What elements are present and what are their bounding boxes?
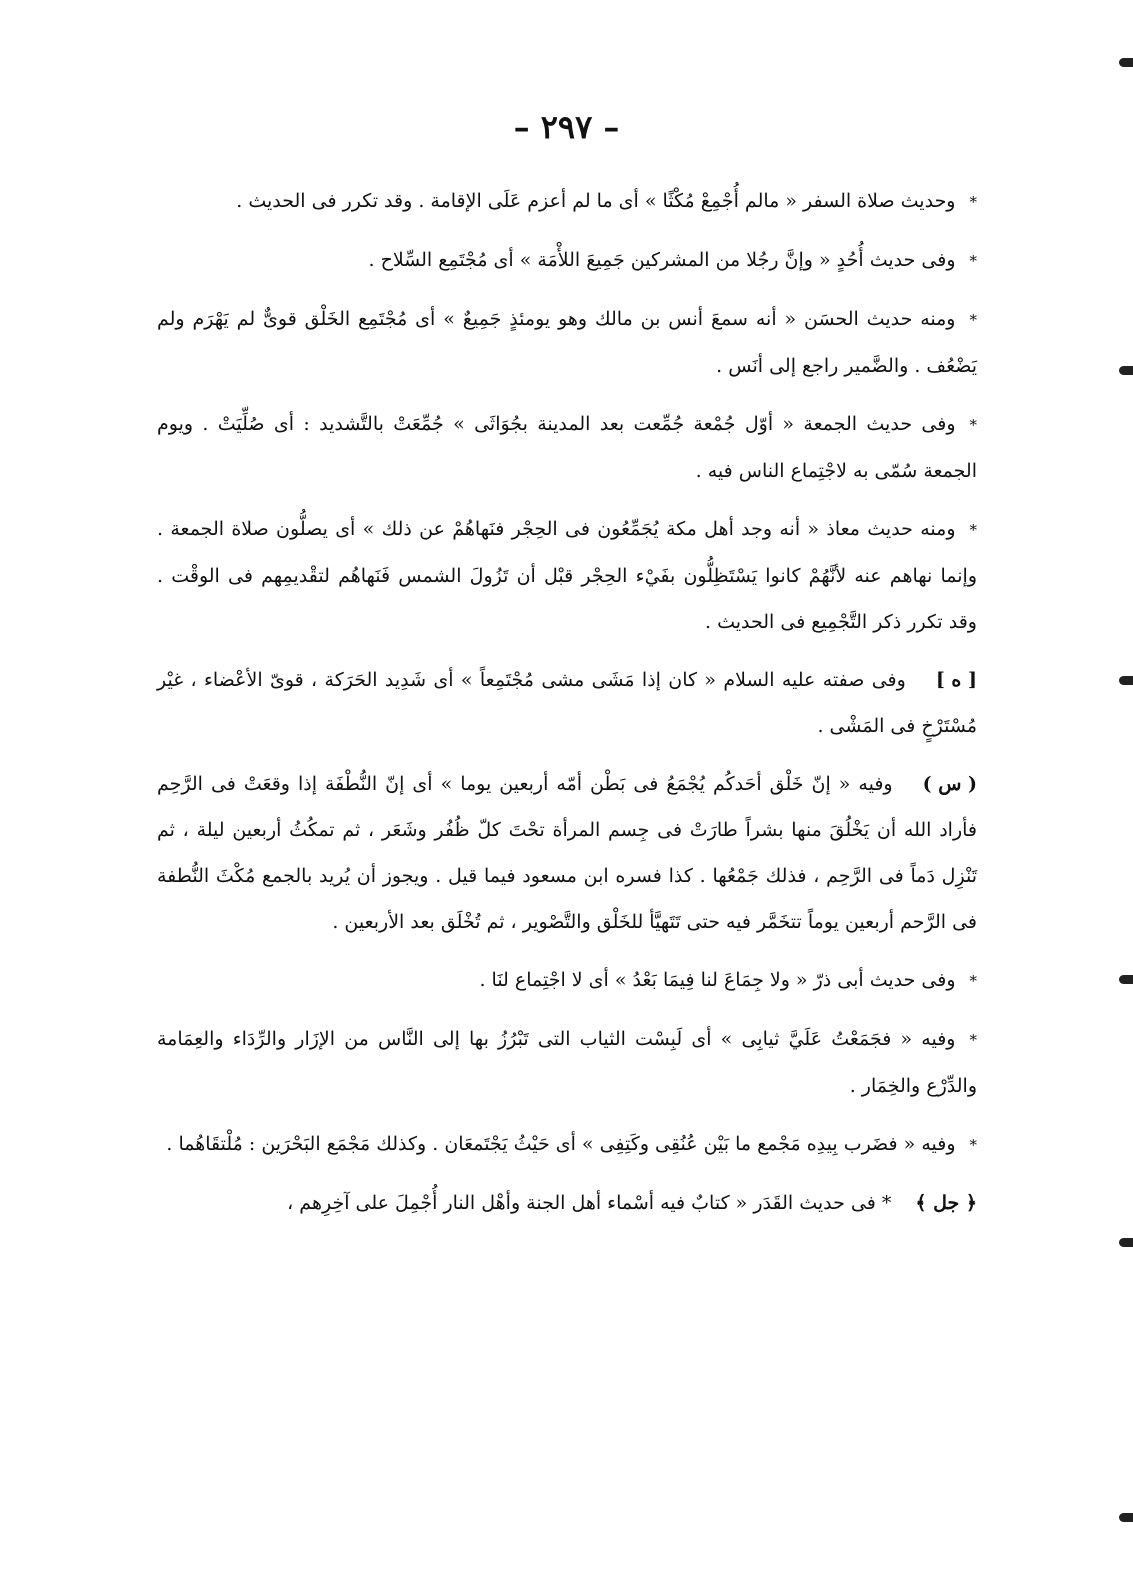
paragraph-text: وفيه « إنّ خَلْق أحَدكُم يُجْمَعُ فى بَطْن أمّه أربعين يوما » أى إنّ النُّطْفَة إذا وقعَتْ فى الرَّحِم فأراد الله أن يَخْلُقَ منها بشراً طارَتْ فى جِسم المرأة تحْتَ كلّ ظُفُر وشَعَر ، ثم تمكُثُ أربعين ليلة ، ثم تَنْزِل دَماً فى الرَّحِم ، فذلك جَمْعُها . كذا فسره ابن مسعود فيما قيل . ويجوز أن يُريد بالجمع مُكْثَ النُّطفة فى الرَّحم أربعين يوماً تتخَمَّر فيه حتى تَتَهيَّأ للخَلْق والتَّصْوير ، ثم تُخْلَق بعد الأربعين . (157, 773, 977, 933)
paragraph (157, 1121, 977, 1168)
scan-edge-mark (1119, 1513, 1133, 1522)
star-marker: * (969, 416, 977, 434)
paragraph (157, 401, 977, 494)
paragraph-text: ومنه حديث الحسَن « أنه سمعَ أنس بن مالك وهو يومئذٍ جَمِيعٌ » أى مُجْتَمِع الخَلْق قوىٌّ لم يَهْرَم ولم يَضْعُف . والضَّمير راجع إلى أنَس . (157, 308, 977, 377)
star-marker: * (969, 972, 977, 990)
scan-edge-mark (1119, 366, 1133, 375)
scan-edge-mark (1119, 676, 1133, 685)
scan-edge-mark (1119, 58, 1133, 67)
paragraph (157, 296, 977, 389)
paragraph-text: وفى حديث الجمعة « أوّل جُمْعة جُمِّعت بعد المدينة بجُوَاثَى » جُمِّعَتْ بالتَّشديد : أى صُلِّيَتْ . ويوم الجمعة سُمّى به لاجْتِماع الناس فيه . (157, 413, 977, 482)
star-marker: * (969, 1031, 977, 1049)
paragraph (157, 1016, 977, 1109)
paragraph (157, 957, 977, 1004)
source-marker: [ ه ] (935, 669, 977, 691)
star-marker: * (969, 193, 977, 211)
paragraph (157, 178, 977, 225)
paragraph-text: وفى حديث أبى ذرّ « ولا جِمَاعَ لنا فِيمَا بَعْدُ » أى لا اجْتِماع لنَا . (479, 969, 956, 991)
root-heading: ﴿ جل ﴾ (915, 1192, 977, 1214)
star-marker: * (969, 521, 977, 539)
text-column (157, 178, 977, 1238)
paragraph-text: وفيه « فضَرب بِيدِه مَجْمع ما بَيْن عُنُقِى وكَتِفِى » أى حَيْثُ يَجْتَمعَان . وكذلك مَجْمَع البَحْرَين : مُلْتقَاهُما . (166, 1133, 956, 1155)
paragraph-text: وحديث صلاة السفر « مالم أُجْمِعْ مُكْثًا » أى ما لم أعزم عَلَى الإقامة . وقد تكرر فى الحديث . (236, 190, 956, 212)
scan-edge-mark (1119, 975, 1133, 984)
paragraph (157, 761, 977, 945)
paragraph-text: * فى حديث القَدَر « كتابٌ فيه أسْماء أهل الجنة وأهْل النار أُجْمِلَ على آخِرِهم ، (287, 1192, 892, 1214)
source-marker: ( س ) (922, 773, 977, 795)
paragraph-text: ومنه حديث معاذ « أنه وجد أهل مكة يُجَمِّعُون فى الحِجْر فنَهاهُمْ عن ذلك » أى يصلُّون صلاة الجمعة . وإنما نهاهم عنه لأنَّهُمْ كانوا يَسْتَظِلُّون بفَيْء الحِجْر قبْل أن تَزُولَ الشمس فَنَهاهُم لتقْديمِهم فى الوقْت . وقد تكرر ذكر التَّجْمِيع فى الحديث . (157, 518, 977, 633)
paragraph (157, 506, 977, 645)
paragraph (157, 657, 977, 749)
paragraph-text: وفى حديث أُحُدٍ « وإنَّ رجُلا من المشركين جَمِيعَ اللأْمَة » أى مُجْتَمِع السِّلاح . (368, 249, 956, 271)
paragraph (157, 237, 977, 284)
scan-edge-mark (1119, 1238, 1133, 1247)
star-marker: * (969, 1136, 977, 1154)
paragraph-text: وفى صفته عليه السلام « كان إذا مَشَى مشى مُجْتَمِعاً » أى شَدِيد الحَرَكة ، قوىّ الأعْضاء ، غيْر مُسْتَرْخٍ فى المَشْى . (157, 669, 977, 737)
star-marker: * (969, 311, 977, 329)
paragraph (157, 1180, 977, 1226)
paragraph-text: وفيه « فجَمَعْتُ عَلَيَّ ثيابِى » أى لَبِسْت الثياب التى تَبْرُزُ بها إلى النَّاس من الإزَار والرِّدَاء والعِمَامة والدِّرْع والخِمَار . (157, 1028, 977, 1097)
page-number: – ٢٩٧ – (513, 108, 620, 146)
star-marker: * (969, 252, 977, 270)
